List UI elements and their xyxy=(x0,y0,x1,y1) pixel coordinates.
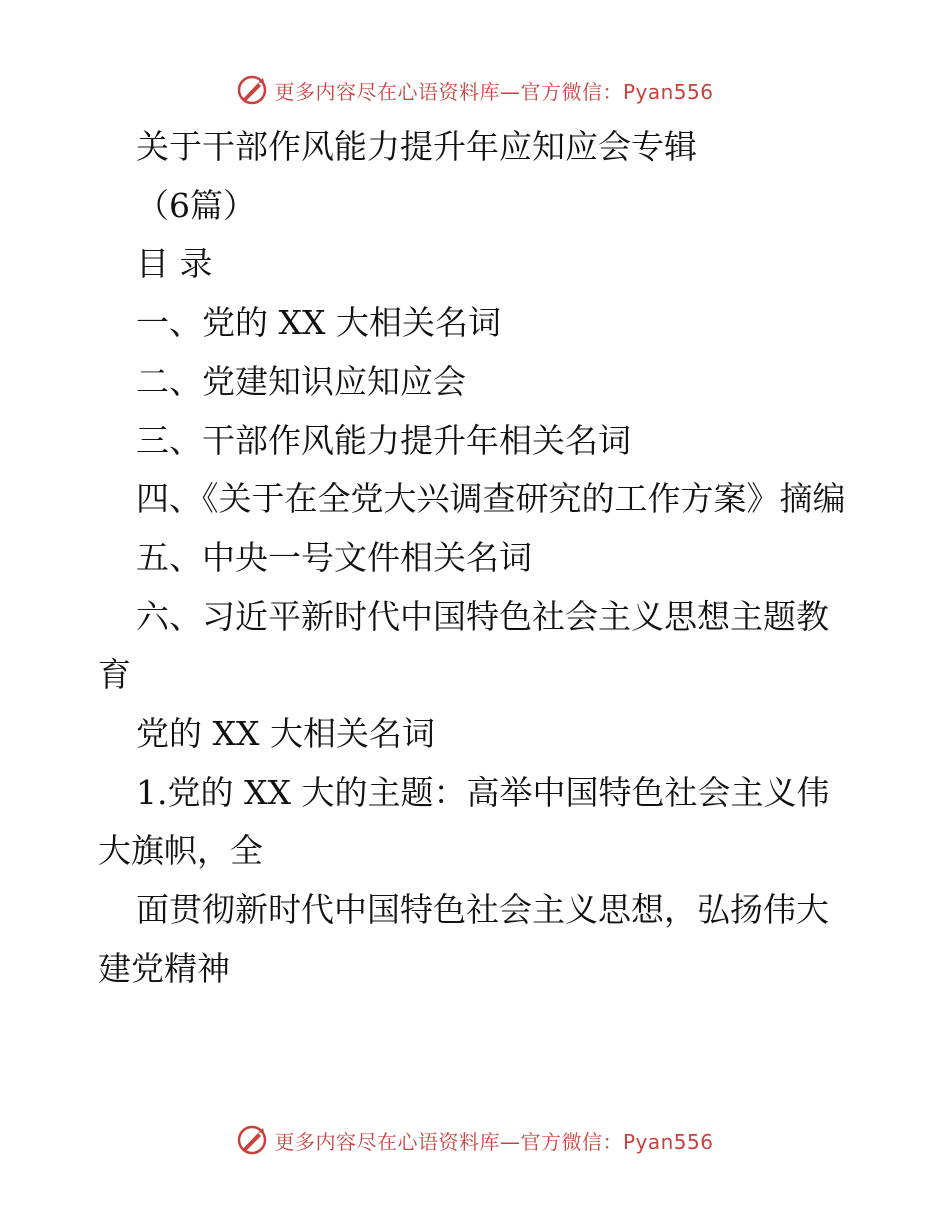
body-paragraph: 1.党的 XX 大的主题：高举中国特色社会主义伟大旗帜，全 xyxy=(98,772,830,871)
quill-logo-icon xyxy=(236,74,268,106)
toc-item: 六、习近平新时代中国特色社会主义思想主题教育 xyxy=(98,596,829,695)
watermark-text: 更多内容尽在心语资料库—官方微信：Pyan556 xyxy=(274,1129,714,1154)
footer-watermark xyxy=(0,1120,950,1160)
toc-item: 二、党建知识应知应会 xyxy=(136,361,466,401)
toc-item: 三、干部作风能力提升年相关名词 xyxy=(136,420,631,460)
header-watermark xyxy=(0,70,950,110)
toc-heading: 目 录 xyxy=(136,244,213,284)
document-subtitle: （6篇） xyxy=(136,185,256,225)
document-body xyxy=(98,118,853,999)
quill-logo-icon xyxy=(236,1124,268,1156)
toc-item: 五、中央一号文件相关名词 xyxy=(136,537,532,577)
watermark-text: 更多内容尽在心语资料库—官方微信：Pyan556 xyxy=(274,79,714,104)
toc-item: 一、党的 XX 大相关名词 xyxy=(136,303,501,343)
section-heading: 党的 XX 大相关名词 xyxy=(136,714,435,754)
toc-item: 四、《关于在全党大兴调查研究的工作方案》摘编 xyxy=(136,479,846,519)
document-title: 关于干部作风能力提升年应知应会专辑 xyxy=(136,127,697,166)
body-paragraph: 面贯彻新时代中国特色社会主义思想，弘扬伟大建党精神 xyxy=(98,890,829,988)
